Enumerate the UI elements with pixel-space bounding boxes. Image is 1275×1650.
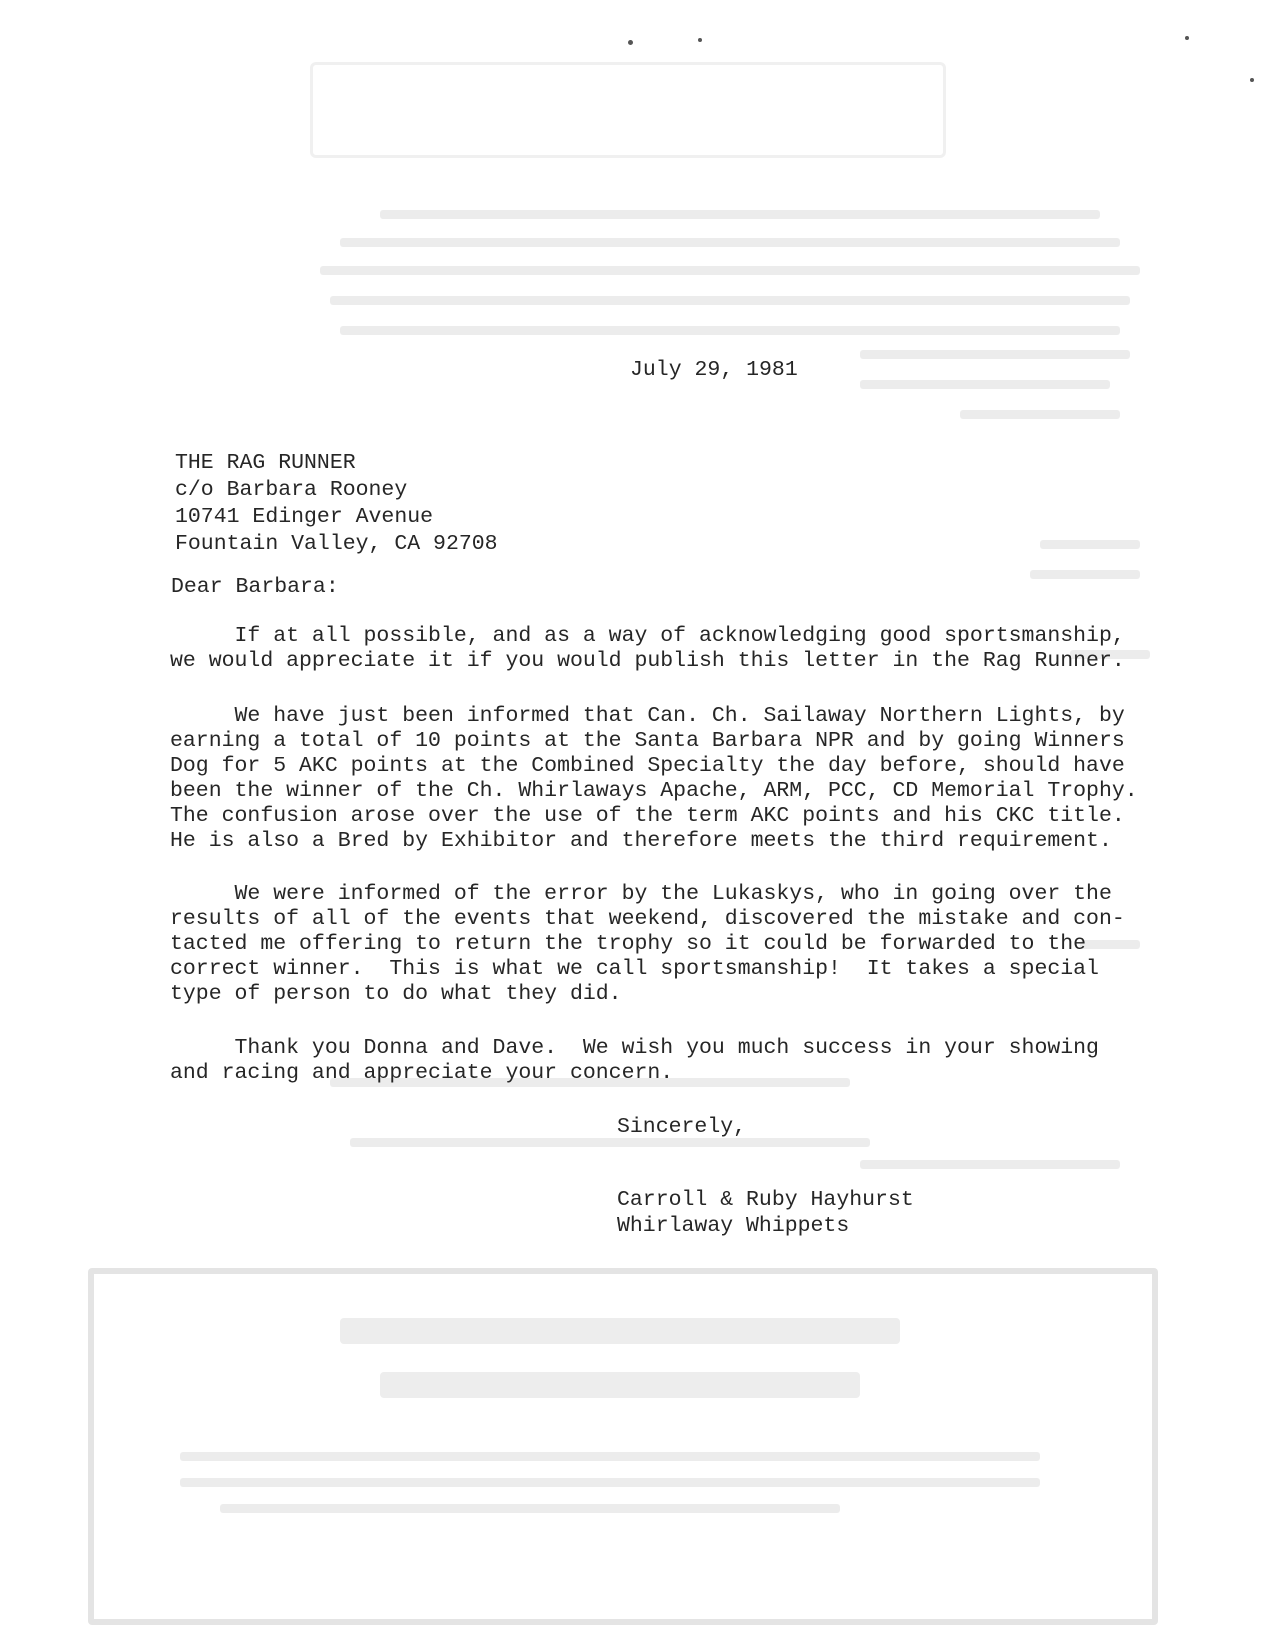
paragraph-line: been the winner of the Ch. Whirlaways Apache, ARM, PCC, CD Memorial Trophy. bbox=[170, 779, 1138, 803]
paragraph-line: and racing and appreciate your concern. bbox=[170, 1061, 674, 1085]
letter-date: July 29, 1981 bbox=[630, 358, 798, 382]
show-through-line bbox=[340, 238, 1120, 247]
paragraph-line: If at all possible, and as a way of acknowledging good sportsmanship, bbox=[170, 624, 1125, 648]
show-through-line bbox=[340, 326, 1120, 335]
closing: Sincerely, bbox=[617, 1115, 747, 1139]
paragraph-line: Dog for 5 AKC points at the Combined Specialty the day before, should have bbox=[170, 754, 1125, 778]
salutation: Dear Barbara: bbox=[171, 575, 339, 599]
recipient-address bbox=[175, 450, 498, 558]
paragraph-line: correct winner. This is what we call sportsmanship! It takes a special bbox=[170, 957, 1099, 981]
paragraph-line: tacted me offering to return the trophy so it could be forwarded to the bbox=[170, 932, 1087, 956]
show-through-line bbox=[860, 350, 1130, 359]
show-through-line bbox=[180, 1452, 1040, 1461]
signature-kennel: Whirlaway Whippets bbox=[617, 1214, 850, 1238]
paper-speck bbox=[1250, 78, 1254, 82]
paragraph-3 bbox=[170, 882, 1125, 1007]
recipient-city: Fountain Valley, CA 92708 bbox=[175, 532, 498, 556]
paragraph-1 bbox=[170, 624, 1125, 674]
show-through-line bbox=[1040, 540, 1140, 549]
recipient-name: THE RAG RUNNER bbox=[175, 451, 356, 475]
paragraph-4 bbox=[170, 1036, 1099, 1086]
show-through-line bbox=[350, 1138, 870, 1147]
show-through-line bbox=[180, 1478, 1040, 1487]
show-through-line bbox=[860, 380, 1110, 389]
paper-speck bbox=[628, 40, 633, 45]
show-through-line bbox=[220, 1504, 840, 1513]
recipient-street: 10741 Edinger Avenue bbox=[175, 505, 434, 529]
paragraph-line: we would appreciate it if you would publish this letter in the Rag Runner. bbox=[170, 649, 1125, 673]
paper-speck bbox=[698, 38, 702, 42]
paragraph-line: results of all of the events that weekend, discovered the mistake and con- bbox=[170, 907, 1125, 931]
paper-speck bbox=[1185, 36, 1189, 40]
show-through-line bbox=[380, 210, 1100, 219]
paragraph-line: earning a total of 10 points at the Santa Barbara NPR and by going Winners bbox=[170, 729, 1125, 753]
paragraph-line: We have just been informed that Can. Ch. Sailaway Northern Lights, by bbox=[170, 704, 1125, 728]
show-through-box-heading bbox=[340, 1318, 900, 1344]
show-through-title bbox=[310, 62, 946, 158]
show-through-line bbox=[330, 296, 1130, 305]
paragraph-2 bbox=[170, 704, 1138, 854]
signature-block bbox=[617, 1187, 914, 1239]
show-through-box-heading bbox=[380, 1372, 860, 1398]
show-through-line bbox=[1030, 570, 1140, 579]
paragraph-line: type of person to do what they did. bbox=[170, 982, 622, 1006]
paragraph-line: The confusion arose over the use of the term AKC points and his CKC title. bbox=[170, 804, 1125, 828]
show-through-line bbox=[960, 410, 1120, 419]
signature-names: Carroll & Ruby Hayhurst bbox=[617, 1188, 914, 1212]
paragraph-line: He is also a Bred by Exhibitor and therefore meets the third requirement. bbox=[170, 829, 1112, 853]
paragraph-line: We were informed of the error by the Lukaskys, who in going over the bbox=[170, 882, 1112, 906]
show-through-line bbox=[320, 266, 1140, 275]
show-through-line bbox=[860, 1160, 1120, 1169]
paragraph-line: Thank you Donna and Dave. We wish you much success in your showing bbox=[170, 1036, 1099, 1060]
recipient-care-of: c/o Barbara Rooney bbox=[175, 478, 408, 502]
